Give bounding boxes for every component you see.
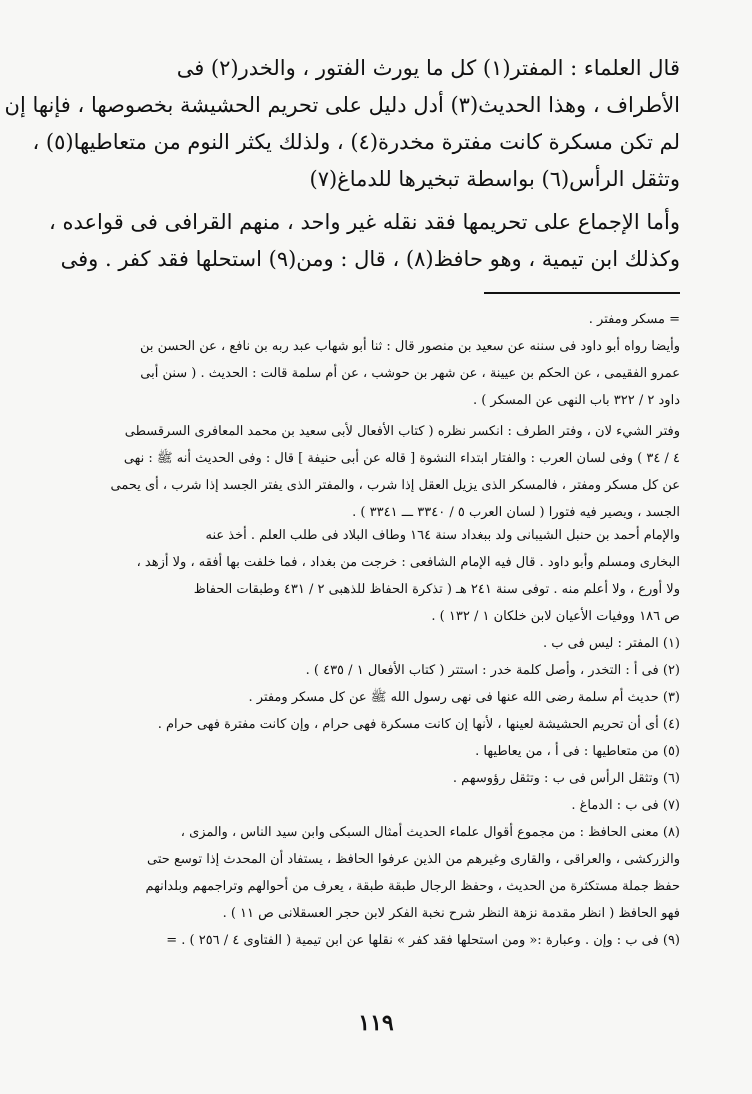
footnote-line: عمرو الفقيمى ، عن الحكم بن عيينة ، عن شهر بن حوشب ، عن أم سلمة قالت : الحديث . ( سنن أبى bbox=[140, 366, 680, 381]
footnote-item: (٤) أى أن تحريم الحشيشة لعينها ، لأنها إن كانت مسكرة فهى حرام ، وإن كانت مفترة فهى حرام . bbox=[157, 717, 680, 732]
footnote-line: البخارى ومسلم وأبو داود . قال فيه الإمام الشافعى : خرجت من بغداد ، فما خلفت بها أفقه ، ولا أزهد ، bbox=[136, 555, 680, 570]
footnote-item: (٣) حديث أم سلمة رضى الله عنها فى نهى رسول الله ﷺ عن كل مسكر ومفتر . bbox=[248, 690, 680, 705]
footnote-item: (١) المفتر : ليس فى ب . bbox=[543, 636, 680, 651]
main-line: وكذلك ابن تيمية ، وهو حافظ(٨) ، قال : ومن(٩) استحلها فقد كفر . وفى bbox=[60, 247, 680, 271]
footnote-divider bbox=[484, 292, 680, 294]
footnote-fatar bbox=[78, 418, 680, 526]
main-line: وتثقل الرأس(٦) بواسطة تبخيرها للدماغ(٧) bbox=[309, 167, 680, 191]
footnote-line: والزركشى ، والعراقى ، والقارى وغيرهم من الذين عرفوا الحافظ ، يستفاد أن المحدث إذا توسع حتى bbox=[147, 852, 680, 867]
footnote-line: وأيضا رواه أبو داود فى سننه عن سعيد بن منصور قال : ثنا أبو شهاب عبد ربه بن نافع ، عن الحسن بن bbox=[140, 339, 680, 354]
main-paragraph-2 bbox=[49, 204, 680, 278]
footnote-line: ص ١٨٦ ووفيات الأعيان لابن خلكان ١ / ١٣٢ ) . bbox=[431, 609, 680, 624]
footnote-line: ولا أورع ، ولا أعلم منه . توفى سنة ٢٤١ هـ ( تذكرة الحفاظ للذهبى ٢ / ٤٣١ وطبقات الحفاظ bbox=[193, 582, 680, 597]
footnote-item: (٩) فى ب : وإن . وعبارة :« ومن استحلها فقد كفر » نقلها عن ابن تيمية ( الفتاوى ٤ / ٢٥٦ ) . = bbox=[166, 933, 680, 948]
footnote-item: (٢) فى أ : التخدر ، وأصل كلمة خدر : استتر ( كتاب الأفعال ١ / ٤٣٥ ) . bbox=[305, 663, 680, 678]
footnote-hafiz bbox=[78, 819, 680, 927]
footnote-line: وفتر الشيء لان ، وفتر الطرف : انكسر نظره ( كتاب الأفعال لأبى سعيد بن محمد المعافرى السرقسطى bbox=[124, 424, 680, 439]
main-line: قال العلماء : المفتر(١) كل ما يورث الفتور ، والخدر(٢) فى bbox=[176, 56, 680, 80]
footnote-line: عن كل مسكر ومفتر ، فالمسكر الذى يزيل العقل إذا شرب ، والمفتر الذى يفتر الجسد إذا شرب ، أى يحمى bbox=[110, 478, 680, 493]
footnotes-numbered bbox=[78, 630, 680, 819]
footnote-ahmad bbox=[78, 522, 680, 630]
footnote-line: والإمام أحمد بن حنبل الشيبانى ولد ببغداد سنة ١٦٤ وطاف البلاد فى طلب العلم . أخذ عنه bbox=[205, 528, 680, 543]
footnote-continuation bbox=[78, 306, 680, 414]
footnote-line: ٤ / ٣٤ ) وفى لسان العرب : والفتار ابتداء النشوة [ قاله عن أبى حنيفة ] قال : وفى الحديث أنه ﷺ : نهى bbox=[123, 451, 680, 466]
page-number: ١١٩ bbox=[358, 1010, 394, 1036]
footnote-line: داود ٢ / ٣٢٢ باب النهى عن المسكر ) . bbox=[472, 393, 680, 408]
footnote-line: حفظ جملة مستكثرة من الحديث ، وحفظ الرجال طبقة طبقة ، يعرف من أحوالهم وتراجمهم وبلدانهم bbox=[145, 879, 680, 894]
footnote-item: (٧) فى ب : الدماغ . bbox=[571, 798, 680, 813]
main-line: وأما الإجماع على تحريمها فقد نقله غير واحد ، منهم القرافى فى قواعده ، bbox=[49, 210, 680, 234]
footnote-item: (٦) وتثقل الرأس فى ب : وتثقل رؤوسهم . bbox=[452, 771, 680, 786]
footnote-item: (٥) من متعاطيها : فى أ ، من يعاطيها . bbox=[475, 744, 680, 759]
footnote-line: الجسد ، ويصير فيه فتورا ( لسان العرب ٥ / ٣٣٤٠ ـــ ٣٣٤١ ) . bbox=[352, 505, 680, 520]
footnote-line: فهو الحافظ ( انظر مقدمة نزهة النظر شرح نخبة الفكر لابن حجر العسقلانى ص ١١ ) . bbox=[222, 906, 680, 921]
footnote-line: = مسكر ومفتر . bbox=[588, 312, 680, 327]
footnote-last bbox=[78, 927, 680, 954]
main-paragraph-1 bbox=[4, 50, 680, 198]
main-line: لم تكن مسكرة كانت مفترة مخدرة(٤) ، ولذلك يكثر النوم من متعاطيها(٥) ، bbox=[32, 130, 680, 154]
footnote-line: (٨) معنى الحافظ : من مجموع أقوال علماء الحديث أمثال السبكى وابن سيد الناس ، والمزى ، bbox=[180, 825, 680, 840]
main-line: الأطراف ، وهذا الحديث(٣) أدل دليل على تحريم الحشيشة بخصوصها ، فإنها إن bbox=[4, 93, 680, 117]
